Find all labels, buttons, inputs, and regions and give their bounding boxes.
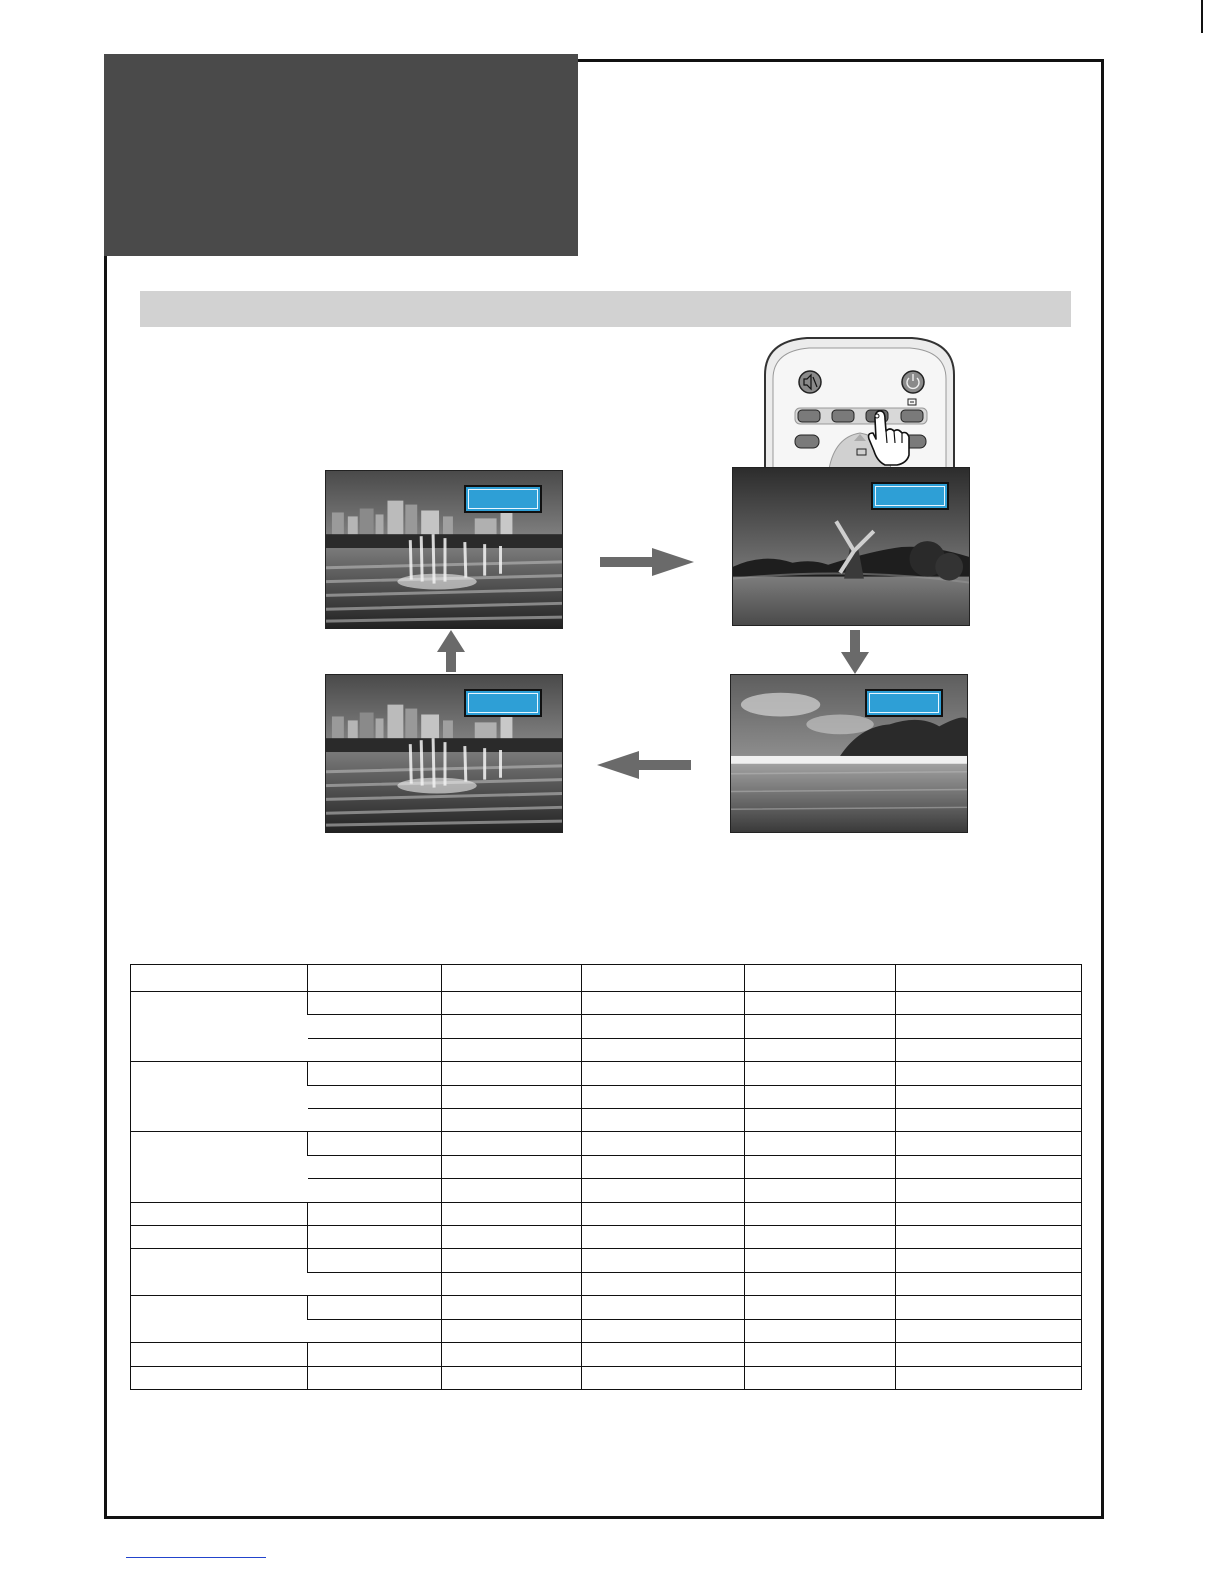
table-cell — [745, 1109, 896, 1132]
table-cell — [582, 1038, 745, 1061]
table-row — [131, 1366, 1082, 1390]
table-cell — [308, 1038, 442, 1061]
table-cell — [745, 1155, 896, 1178]
table-row — [131, 992, 1082, 1015]
table-cell — [582, 992, 745, 1015]
table-cell — [896, 1296, 1082, 1319]
table-row — [131, 1343, 1082, 1366]
table-cell — [308, 1296, 442, 1319]
table-header-cell — [308, 965, 442, 992]
arrow-down-icon — [841, 630, 869, 674]
table-cell — [582, 1343, 745, 1366]
table-cell — [745, 1062, 896, 1085]
table-cell — [442, 1179, 582, 1202]
remote-button[interactable] — [795, 435, 819, 448]
table-header-cell — [442, 965, 582, 992]
table-cell — [745, 1272, 896, 1295]
table-cell — [745, 1249, 896, 1272]
mute-icon[interactable] — [799, 371, 821, 393]
table-cell — [745, 1038, 896, 1061]
table-group-cell — [131, 1249, 308, 1296]
table-cell — [442, 992, 582, 1015]
table-group-cell — [131, 1202, 308, 1225]
table-cell — [442, 1085, 582, 1108]
table-cell — [308, 1319, 442, 1342]
crop-mark — [1201, 0, 1203, 33]
table-cell — [896, 1202, 1082, 1225]
table-cell — [308, 1062, 442, 1085]
table-cell — [308, 1272, 442, 1295]
table-cell — [442, 1249, 582, 1272]
table-cell — [745, 1085, 896, 1108]
table-cell — [582, 1226, 745, 1249]
picture-mode-screen — [325, 470, 563, 629]
picture-mode-screen — [730, 674, 968, 833]
table-cell — [582, 1202, 745, 1225]
table-cell — [896, 1038, 1082, 1061]
table-cell — [745, 1319, 896, 1342]
arrow-up-icon — [437, 630, 465, 672]
table-cell — [896, 1085, 1082, 1108]
arrow-left-icon — [597, 751, 691, 779]
table-cell — [582, 1319, 745, 1342]
table-header-cell — [582, 965, 745, 992]
table-cell — [308, 1085, 442, 1108]
table-row — [131, 1249, 1082, 1272]
table-cell — [745, 1366, 896, 1390]
table-cell — [745, 1296, 896, 1319]
table-header-cell — [131, 965, 308, 992]
table-cell — [896, 1062, 1082, 1085]
table-cell — [582, 1062, 745, 1085]
table-cell — [745, 992, 896, 1015]
table-cell — [442, 1366, 582, 1390]
table-cell — [582, 1179, 745, 1202]
picture-mode-settings-table — [130, 964, 1082, 1390]
table-cell — [582, 1132, 745, 1155]
table-row — [131, 1202, 1082, 1225]
table-group-cell — [131, 1296, 308, 1343]
table-group-cell — [131, 1343, 308, 1366]
picture-mode-screen — [325, 674, 563, 833]
table-cell — [308, 1249, 442, 1272]
remote-button[interactable] — [832, 410, 854, 422]
table-cell — [442, 1109, 582, 1132]
table-cell — [745, 1226, 896, 1249]
table-cell — [745, 1132, 896, 1155]
table-cell — [442, 1343, 582, 1366]
table-group-cell — [131, 1226, 308, 1249]
table-cell — [896, 992, 1082, 1015]
table-cell — [308, 1202, 442, 1225]
table-group-cell — [131, 1132, 308, 1202]
table-group-cell — [131, 1366, 308, 1390]
table-cell — [896, 1319, 1082, 1342]
table-cell — [582, 1085, 745, 1108]
section-heading-bar — [140, 291, 1071, 327]
chapter-title-block — [104, 54, 578, 256]
table-cell — [308, 1343, 442, 1366]
table-cell — [442, 1015, 582, 1038]
table-cell — [442, 1062, 582, 1085]
table-cell — [442, 1226, 582, 1249]
table-cell — [745, 1343, 896, 1366]
table-cell — [442, 1155, 582, 1178]
remote-button[interactable] — [901, 410, 923, 422]
table-cell — [745, 1015, 896, 1038]
table-cell — [308, 1109, 442, 1132]
table-cell — [896, 1272, 1082, 1295]
table-cell — [582, 1296, 745, 1319]
table-cell — [442, 1319, 582, 1342]
remote-control-illustration — [757, 335, 962, 469]
table-cell — [896, 1132, 1082, 1155]
table-cell — [896, 1015, 1082, 1038]
table-cell — [308, 1015, 442, 1038]
table-cell — [896, 1179, 1082, 1202]
table-cell — [896, 1343, 1082, 1366]
table-row — [131, 1226, 1082, 1249]
table-cell — [308, 1366, 442, 1390]
table-cell — [745, 1202, 896, 1225]
table-cell — [308, 1132, 442, 1155]
table-cell — [442, 1038, 582, 1061]
table-group-cell — [131, 992, 308, 1062]
table-header-cell — [745, 965, 896, 992]
table-cell — [442, 1296, 582, 1319]
table-row — [131, 1062, 1082, 1085]
table-cell — [442, 1272, 582, 1295]
table-cell — [582, 1249, 745, 1272]
table-cell — [896, 1226, 1082, 1249]
picture-mode-osd-label — [871, 482, 949, 510]
table-cell — [308, 1179, 442, 1202]
table-cell — [582, 1109, 745, 1132]
table-cell — [308, 992, 442, 1015]
table-header-row — [131, 965, 1082, 992]
remote-button[interactable] — [798, 410, 820, 422]
table-cell — [442, 1132, 582, 1155]
table-cell — [896, 1249, 1082, 1272]
table-cell — [308, 1226, 442, 1249]
footer-link-underline[interactable] — [126, 1557, 266, 1558]
table-group-cell — [131, 1062, 308, 1132]
table-row — [131, 1296, 1082, 1319]
table-cell — [896, 1366, 1082, 1390]
picture-mode-screen — [732, 467, 970, 626]
table-cell — [582, 1155, 745, 1178]
table-cell — [308, 1155, 442, 1178]
power-icon[interactable] — [902, 371, 924, 393]
table-cell — [896, 1109, 1082, 1132]
picture-mode-osd-label — [464, 689, 542, 717]
table-cell — [582, 1015, 745, 1038]
picture-mode-osd-label — [464, 485, 542, 513]
picture-mode-osd-label — [865, 689, 943, 717]
table-cell — [745, 1179, 896, 1202]
table-header-cell — [896, 965, 1082, 992]
table-row — [131, 1132, 1082, 1155]
table-cell — [582, 1272, 745, 1295]
arrow-right-icon — [600, 548, 694, 576]
table-cell — [582, 1366, 745, 1390]
table-cell — [896, 1155, 1082, 1178]
table-cell — [442, 1202, 582, 1225]
